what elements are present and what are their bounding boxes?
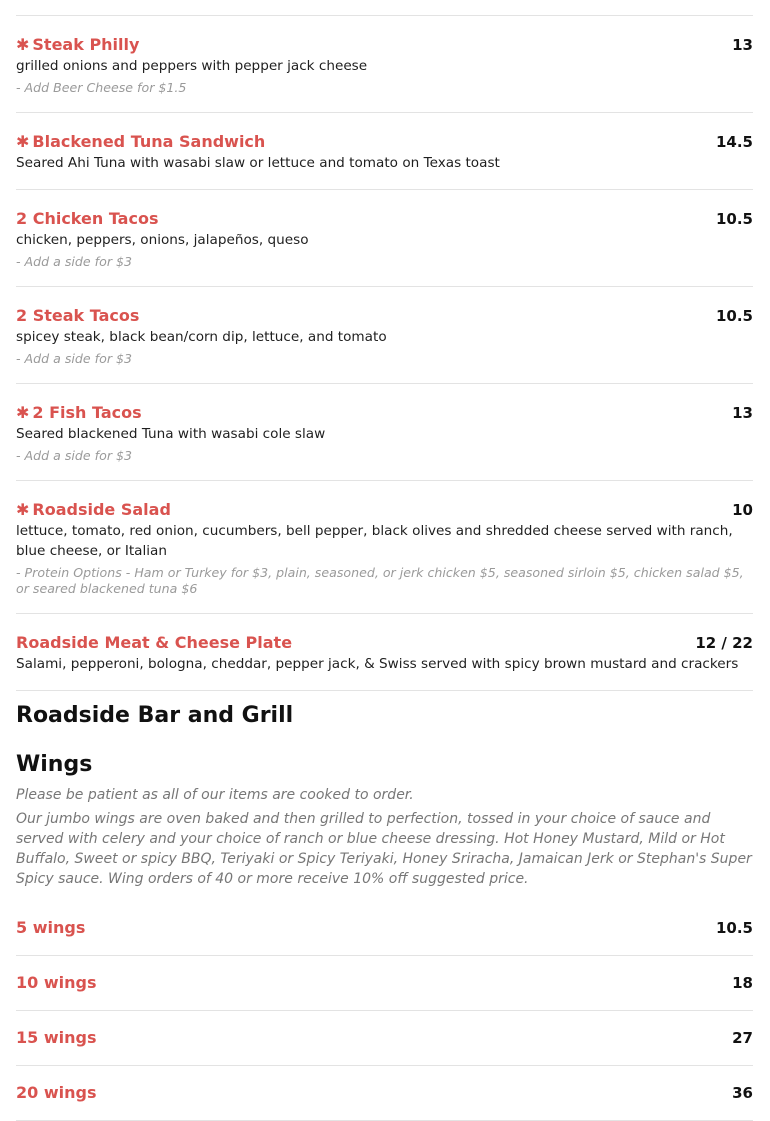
menu-item-header [16, 500, 753, 519]
menu-page [16, 0, 753, 1121]
menu-item-price: 10.5 [715, 307, 753, 325]
wing-item-header [16, 1028, 753, 1047]
spicy-icon: ✱ [16, 35, 30, 54]
spicy-icon: ✱ [16, 132, 30, 151]
menu-item-name: 2 Steak Tacos [16, 306, 140, 325]
wing-item [16, 901, 753, 956]
menu-item-note: - Add Beer Cheese for $1.5 [16, 80, 187, 95]
category-title-wings: Wings [16, 752, 93, 777]
menu-item-price: 13 [732, 404, 753, 422]
wing-item-name: 20 wings [16, 1083, 97, 1102]
spicy-icon: ✱ [16, 500, 30, 519]
menu-item-name: Blackened Tuna Sandwich [32, 132, 266, 151]
menu-item-name-wrap [16, 35, 139, 54]
spicy-icon: ✱ [16, 403, 30, 422]
menu-item-header [16, 633, 753, 652]
menu-item-name-wrap [16, 306, 139, 325]
wing-item [16, 1011, 753, 1066]
menu-item-price: 13 [732, 36, 753, 54]
category-description: Our jumbo wings are oven baked and then grilled to perfection, tossed in your choice of sauce and served with celery and your choice of ranch or blue cheese dressing. Hot Honey Mustard, Mild or Hot Buffalo, Sweet or spicy BBQ, Teriyaki or Spicy Teriyaki, Honey Sriracha, Jamaican Jerk or Stephan's Super Spicy sauce. Wing orders of 40 or more receive 10% off suggested price. [16, 811, 752, 887]
menu-item-header [16, 35, 753, 54]
menu-item-name: 2 Chicken Tacos [16, 209, 159, 228]
wing-item [16, 956, 753, 1011]
menu-item-price: 12 / 22 [695, 634, 753, 652]
menu-item-name-wrap [16, 132, 265, 151]
wing-item-header [16, 1083, 753, 1102]
menu-list [16, 16, 753, 691]
wings-list [16, 901, 753, 1121]
divider [16, 0, 753, 16]
menu-item-note: - Add a side for $3 [16, 351, 133, 366]
section-title: Roadside Bar and Grill [16, 703, 294, 728]
menu-item-description: Seared blackened Tuna with wasabi cole slaw [16, 426, 326, 442]
menu-item-name-wrap [16, 403, 142, 422]
menu-item-header [16, 209, 753, 228]
menu-item-note: - Protein Options - Ham or Turkey for $3, plain, seasoned, or jerk chicken $5, seasoned sirloin $5, chicken salad $5, or seared blackened tuna $6 [16, 565, 744, 596]
menu-item-name: 2 Fish Tacos [32, 403, 142, 422]
menu-item [16, 287, 753, 384]
wing-item-price: 18 [732, 974, 753, 992]
menu-item-description: lettuce, tomato, red onion, cucumbers, bell pepper, black olives and shredded cheese served with ranch, blue cheese, or Italian [16, 523, 733, 559]
wing-item [16, 1066, 753, 1121]
menu-item-header [16, 306, 753, 325]
menu-item [16, 16, 753, 113]
menu-item [16, 614, 753, 691]
menu-item-description: grilled onions and peppers with pepper jack cheese [16, 58, 368, 74]
menu-item [16, 481, 753, 614]
menu-item-description: spicey steak, black bean/corn dip, lettuce, and tomato [16, 329, 387, 345]
menu-item-note: - Add a side for $3 [16, 254, 133, 269]
menu-item-description: chicken, peppers, onions, jalapeños, queso [16, 232, 309, 248]
menu-item [16, 384, 753, 481]
menu-item-name: Roadside Salad [32, 500, 171, 519]
menu-item-price: 10.5 [715, 210, 753, 228]
category-note: Please be patient as all of our items are cooked to order. [16, 787, 414, 803]
menu-item-name-wrap [16, 209, 158, 228]
menu-item [16, 113, 753, 190]
menu-item [16, 190, 753, 287]
wing-item-header [16, 973, 753, 992]
menu-item-description: Seared Ahi Tuna with wasabi slaw or lettuce and tomato on Texas toast [16, 155, 500, 171]
wing-item-name: 15 wings [16, 1028, 97, 1047]
menu-item-name-wrap [16, 633, 292, 652]
wing-item-name: 10 wings [16, 973, 97, 992]
wing-item-price: 10.5 [715, 919, 753, 937]
menu-item-name: Steak Philly [32, 35, 140, 54]
wing-item-header [16, 918, 753, 937]
wing-item-name: 5 wings [16, 918, 86, 937]
menu-item-header [16, 403, 753, 422]
menu-item-price: 10 [732, 501, 753, 519]
wing-item-price: 36 [732, 1084, 753, 1102]
menu-item-name: Roadside Meat & Cheese Plate [16, 633, 293, 652]
menu-item-description: Salami, pepperoni, bologna, cheddar, pepper jack, & Swiss served with spicy brown mustard and crackers [16, 656, 739, 672]
menu-item-note: - Add a side for $3 [16, 448, 133, 463]
menu-item-header [16, 132, 753, 151]
wing-item-price: 27 [732, 1029, 753, 1047]
menu-item-price: 14.5 [715, 133, 753, 151]
menu-item-name-wrap [16, 500, 171, 519]
